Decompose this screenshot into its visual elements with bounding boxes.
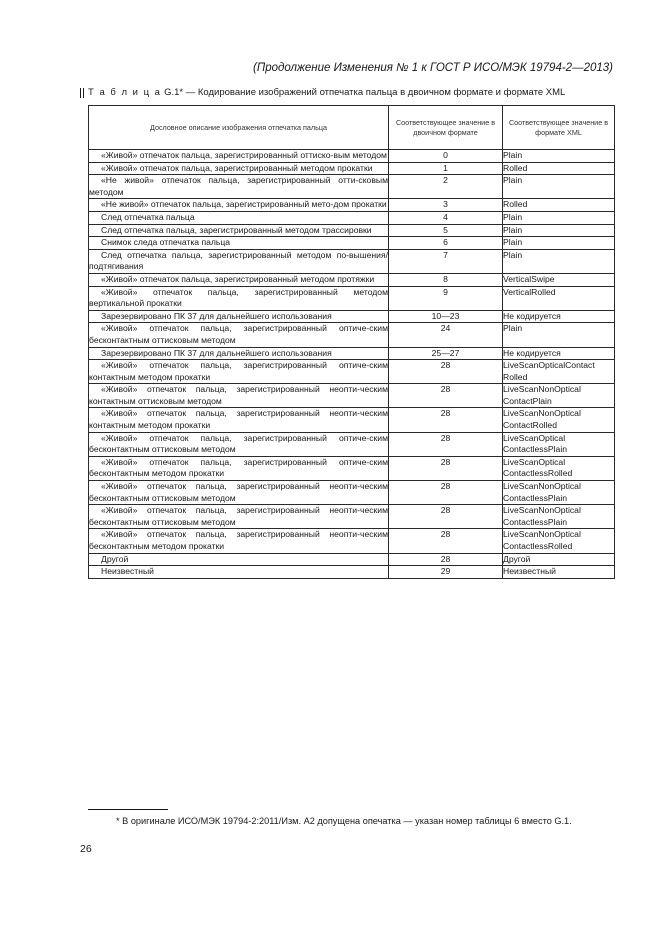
cell-description (89, 432, 389, 456)
cell-binary-value: 1 (389, 162, 503, 175)
description-text: «Живой» отпечаток пальца, зарегистрированный методом протяжки (101, 273, 375, 284)
table-row (89, 273, 615, 286)
cell-binary-value: 4 (389, 211, 503, 224)
description-text: Зарезервировано ПК 37 для дальнейшего использования (101, 310, 332, 321)
cell-binary-value: 29 (389, 566, 503, 579)
cell-description (89, 150, 389, 163)
table-row (89, 237, 615, 250)
description-text: «Живой» отпечаток пальца, зарегистрированный неопти-ческим бесконтактным оттисковым методом (89, 505, 388, 527)
description-text: След отпечатка пальца, зарегистрированный методом по-вышения/подтягивания (89, 249, 388, 272)
description-text: «Живой» отпечаток пальца, зарегистрированный оптиче-ским бесконтактным оттисковым методом (89, 323, 388, 345)
table-row (89, 150, 615, 163)
cell-xml-value: Rolled (503, 162, 615, 175)
table-row (89, 505, 615, 529)
cell-binary-value: 9 (389, 286, 503, 310)
footnote-text: В оригинале ИСО/МЭК 19794-2:2011/Изм. А2 допущена опечатка — указан номер таблицы 6 вместо G.1. (122, 816, 572, 826)
table-row (89, 162, 615, 175)
cell-description (89, 529, 389, 553)
description-text: След отпечатка пальца, зарегистрированный методом трассировки (101, 224, 372, 235)
table-row (89, 456, 615, 480)
table-row (89, 286, 615, 310)
cell-description (89, 224, 389, 237)
table-row (89, 211, 615, 224)
description-text: «Живой» отпечаток пальца, зарегистрированный оптиче-ским бесконтактным оттисковым методом (89, 432, 388, 455)
cell-description (89, 481, 389, 505)
header-description: Дословное описание изображения отпечатка пальца (89, 106, 389, 150)
cell-xml-value: LiveScanNonOptical ContactlessPlain (503, 505, 615, 529)
cell-description (89, 384, 389, 408)
cell-xml-value: Plain (503, 237, 615, 250)
cell-xml-value: VerticalSwipe (503, 273, 615, 286)
cell-xml-value: Другой (503, 553, 615, 566)
description-text: «Живой» отпечаток пальца, зарегистрированный методом вертикальной прокатки (89, 286, 388, 309)
table-row (89, 529, 615, 553)
footnote-marker: * (116, 816, 120, 826)
cell-binary-value: 3 (389, 199, 503, 212)
cell-binary-value: 28 (389, 505, 503, 529)
cell-binary-value: 0 (389, 150, 503, 163)
cell-binary-value: 28 (389, 432, 503, 456)
cell-binary-value: 28 (389, 481, 503, 505)
table-row (89, 432, 615, 456)
cell-binary-value: 25—27 (389, 347, 503, 360)
description-text: Зарезервировано ПК 37 для дальнейшего использования (101, 347, 332, 358)
caption-label: Т а б л и ц а (88, 87, 162, 98)
cell-description (89, 249, 389, 273)
cell-xml-value: Не кодируется (503, 310, 615, 323)
cell-binary-value: 28 (389, 553, 503, 566)
table-row (89, 566, 615, 579)
page-header: (Продолжение Изменения № 1 к ГОСТ Р ИСО/МЭК 19794-2—2013) (253, 62, 613, 74)
table-row (89, 199, 615, 212)
caption-margin-bar (80, 88, 84, 98)
cell-binary-value: 7 (389, 249, 503, 273)
cell-xml-value: Rolled (503, 199, 615, 212)
description-text: «Живой» отпечаток пальца, зарегистрированный неопти-ческим контактным методом прокатки (89, 408, 388, 431)
cell-binary-value: 5 (389, 224, 503, 237)
caption-number: G.1* (164, 87, 184, 98)
cell-description (89, 211, 389, 224)
description-text: «Живой» отпечаток пальца, зарегистрированный неопти-ческим бесконтактным методом прокатки (89, 529, 388, 551)
cell-description (89, 456, 389, 480)
table-row (89, 553, 615, 566)
cell-xml-value: LiveScanNonOptical ContactlessPlain (503, 481, 615, 505)
encoding-table (88, 105, 615, 579)
description-text: «Живой» отпечаток пальца, зарегистрированный оттиско-вым методом (101, 150, 387, 160)
cell-xml-value: LiveScanOptical ContactlessPlain (503, 432, 615, 456)
header-binary: Соответствующее значение в двоичном формате (389, 106, 503, 150)
table-header-row (89, 106, 615, 150)
cell-binary-value: 2 (389, 175, 503, 199)
table-row (89, 408, 615, 432)
table-row (89, 347, 615, 360)
table-caption (88, 87, 618, 98)
cell-binary-value: 24 (389, 323, 503, 347)
cell-xml-value: Plain (503, 323, 615, 347)
table-row (89, 323, 615, 347)
description-text: Снимок следа отпечатка пальца (101, 237, 231, 248)
table-row (89, 384, 615, 408)
footnote-rule (88, 809, 168, 810)
table-row (89, 249, 615, 273)
cell-xml-value: VerticalRolled (503, 286, 615, 310)
table-row (89, 224, 615, 237)
caption-title: — Кодирование изображений отпечатка пальца в двоичном формате и формате XML (185, 87, 566, 98)
cell-xml-value: Plain (503, 224, 615, 237)
cell-description (89, 553, 389, 566)
cell-description (89, 162, 389, 175)
cell-xml-value: Plain (503, 249, 615, 273)
cell-description (89, 566, 389, 579)
description-text: Другой (101, 553, 129, 564)
header-xml: Соответствующее значение в формате XML (503, 106, 615, 150)
description-text: «Живой» отпечаток пальца, зарегистрированный оптиче-ским бесконтактным методом прокатки (89, 456, 388, 479)
table-row (89, 360, 615, 384)
page-number: 26 (80, 843, 92, 855)
cell-description (89, 273, 389, 286)
cell-description (89, 505, 389, 529)
cell-description (89, 360, 389, 384)
cell-xml-value: LiveScanNonOptical ContactPlain (503, 384, 615, 408)
cell-description (89, 199, 389, 212)
cell-xml-value: Не кодируется (503, 347, 615, 360)
cell-xml-value: Неизвестный (503, 566, 615, 579)
table-row (89, 310, 615, 323)
cell-xml-value: LiveScanNonOptical ContactlessRolled (503, 529, 615, 553)
cell-xml-value: LiveScanNonOptical ContactRolled (503, 408, 615, 432)
description-text: Неизвестный (101, 566, 154, 577)
cell-xml-value: Plain (503, 175, 615, 199)
cell-description (89, 175, 389, 199)
cell-xml-value: Plain (503, 150, 615, 163)
description-text: «Не живой» отпечаток пальца, зарегистрированный отти-сковым методом (89, 175, 388, 197)
cell-binary-value: 28 (389, 360, 503, 384)
description-text: «Не живой» отпечаток пальца, зарегистрированный мето-дом прокатки (101, 199, 387, 210)
description-text: «Живой» отпечаток пальца, зарегистрированный неопти-ческим контактным оттисковым методом (89, 384, 388, 406)
cell-xml-value: LiveScanOpticalContact Rolled (503, 360, 615, 384)
cell-description (89, 310, 389, 323)
cell-description (89, 323, 389, 347)
cell-binary-value: 28 (389, 456, 503, 480)
cell-xml-value: Plain (503, 211, 615, 224)
table-body (89, 150, 615, 579)
description-text: «Живой» отпечаток пальца, зарегистрированный оптиче-ским контактным методом прокатки (89, 360, 388, 382)
cell-xml-value: LiveScanOptical ContactlessRolled (503, 456, 615, 480)
footnote (88, 815, 614, 828)
cell-binary-value: 6 (389, 237, 503, 250)
cell-binary-value: 8 (389, 273, 503, 286)
table-row (89, 481, 615, 505)
cell-description (89, 286, 389, 310)
cell-description (89, 408, 389, 432)
cell-binary-value: 28 (389, 529, 503, 553)
cell-binary-value: 10—23 (389, 310, 503, 323)
cell-binary-value: 28 (389, 408, 503, 432)
table-row (89, 175, 615, 199)
cell-binary-value: 28 (389, 384, 503, 408)
description-text: «Живой» отпечаток пальца, зарегистрированный методом прокатки (101, 162, 373, 173)
cell-description (89, 347, 389, 360)
description-text: «Живой» отпечаток пальца, зарегистрированный неопти-ческим бесконтактным оттисковым методом (89, 481, 388, 503)
cell-description (89, 237, 389, 250)
description-text: След отпечатка пальца (101, 211, 195, 222)
